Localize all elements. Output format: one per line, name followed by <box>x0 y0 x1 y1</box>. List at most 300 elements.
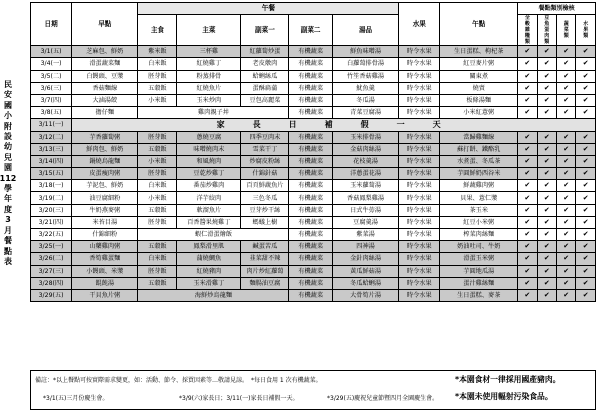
side-dish-1-cell: 三色冬瓜 <box>241 192 289 204</box>
main-dish-cell: 玉米炒肉 <box>177 94 241 106</box>
side-title-char: 112 <box>0 173 17 183</box>
soup-cell: 金菇肉絲湯 <box>332 143 398 155</box>
main-dish-cell: 和風燒肉 <box>177 155 241 167</box>
diet-header-char: 雜 <box>524 27 530 34</box>
staple-cell: 胚芽飯 <box>138 216 177 228</box>
breakfast-cell: 大滷湯餃 <box>72 94 138 106</box>
side-dish-2-cell: 有機蔬菜 <box>289 204 332 216</box>
check-mark: ✔ <box>557 155 576 167</box>
check-mark: ✔ <box>576 94 596 106</box>
side-dish-2-cell: 有機蔬菜 <box>289 131 332 143</box>
side-title-char: 表 <box>4 256 12 266</box>
footer-notice-radiation: *本園未使用輻射污染食品。 <box>455 392 553 401</box>
check-mark: ✔ <box>576 192 596 204</box>
fruit-cell: 時令水果 <box>399 204 440 216</box>
date-cell: 3/15(五) <box>31 168 72 180</box>
main-dish-cell: 軟溜魚片 <box>177 204 241 216</box>
side-dish-1-cell: 麵腸油豆腐 <box>241 277 289 289</box>
check-mark: ✔ <box>557 70 576 82</box>
fruit-cell: 時令水果 <box>399 58 440 70</box>
breakfast-cell: 香筍雞蛋麵 <box>72 253 138 265</box>
side-dish-1-cell: 蛋酥扁蒲 <box>241 82 289 94</box>
check-mark: ✔ <box>537 241 556 253</box>
check-mark: ✔ <box>537 82 556 94</box>
date-cell: 3/22(五) <box>31 229 72 241</box>
fruit-cell: 時令水果 <box>399 46 440 58</box>
main-dish-cell: 蒲燒鯛魚 <box>177 253 241 265</box>
check-mark: ✔ <box>557 46 576 58</box>
side-title-char: 國 <box>4 100 12 110</box>
breakfast-cell: 芋香蘿蔔粥 <box>72 131 138 143</box>
check-mark: ✔ <box>557 192 576 204</box>
side-dish-2-cell: 有機蔬菜 <box>289 229 332 241</box>
check-mark: ✔ <box>557 253 576 265</box>
soup-cell: 大骨筍片湯 <box>332 289 398 301</box>
menu-row <box>31 289 596 301</box>
check-mark: ✔ <box>518 180 537 192</box>
check-mark: ✔ <box>557 216 576 228</box>
side-dish-2-cell: 有機蔬菜 <box>289 253 332 265</box>
check-mark: ✔ <box>518 70 537 82</box>
menu-row <box>31 46 596 58</box>
soup-cell: 紫菜湯 <box>332 229 398 241</box>
afternoon-cell: 生日蛋糕、枸杞茶 <box>440 46 518 58</box>
diet-header-char: 蔬 <box>563 21 569 28</box>
diet-header-char: 類 <box>544 39 550 46</box>
staple-cell: 胚芽飯 <box>138 168 177 180</box>
check-mark: ✔ <box>537 168 556 180</box>
soup-cell: 魷魚羹 <box>332 82 398 94</box>
side-title-char: 月 <box>4 225 12 235</box>
diet-header-char: 果 <box>583 27 589 34</box>
side-title-char: 餐 <box>4 236 12 246</box>
fruit-cell: 時令水果 <box>399 192 440 204</box>
check-mark: ✔ <box>576 131 596 143</box>
breakfast-cell: 芝麻包、鮮奶 <box>72 46 138 58</box>
side-dish-1-cell: 豆包高麗菜 <box>241 94 289 106</box>
side-title-char: 3 <box>5 215 11 225</box>
soup-cell: 金針肉絲湯 <box>332 253 398 265</box>
check-mark: ✔ <box>518 216 537 228</box>
side-dish-2-cell: 有機蔬菜 <box>289 241 332 253</box>
staple-cell: 小米飯 <box>138 94 177 106</box>
side-title-char: 設 <box>4 132 12 142</box>
main-dish-cell: 蝦仁滑蛋燴飯 <box>138 229 289 241</box>
check-mark: ✔ <box>537 253 556 265</box>
side-title-char: 附 <box>4 121 12 131</box>
side-title-char: 園 <box>4 163 12 173</box>
menu-row <box>31 82 596 94</box>
afternoon-cell: 蘇打餅、鐵酪乳 <box>440 143 518 155</box>
menu-row <box>31 143 596 155</box>
menu-rows-after <box>31 131 596 302</box>
staple-cell: 小米飯 <box>138 155 177 167</box>
breakfast-cell: 皮蛋瘦肉粥 <box>72 168 138 180</box>
main-dish-cell: 海鮮炒烏龍麵 <box>138 289 289 301</box>
side-title-char: 安 <box>4 90 12 100</box>
menu-row <box>31 216 596 228</box>
afternoon-header: 午點 <box>440 3 518 46</box>
soup-cell: 冬瓜湯 <box>332 94 398 106</box>
check-mark: ✔ <box>576 70 596 82</box>
check-mark: ✔ <box>576 253 596 265</box>
check-mark: ✔ <box>537 46 556 58</box>
check-mark: ✔ <box>557 82 576 94</box>
soup-cell: 花枝羹湯 <box>332 155 398 167</box>
breakfast-cell: 餛飩湯 <box>72 277 138 289</box>
check-mark: ✔ <box>518 107 537 119</box>
breakfast-cell: 香菇麵線 <box>72 82 138 94</box>
side-dish-2-cell: 有機蔬菜 <box>289 289 332 301</box>
afternoon-cell: 紅豆麥片粥 <box>440 58 518 70</box>
side-dish-1-cell: 什錦針菇 <box>241 168 289 180</box>
soup-cell: 玉米排骨湯 <box>332 131 398 143</box>
date-cell: 3/1(五) <box>31 46 72 58</box>
date-cell: 3/8(五) <box>31 107 72 119</box>
soup-cell: 白蘿蔔排骨湯 <box>332 58 398 70</box>
soup-cell: 鮮魚味噌湯 <box>332 46 398 58</box>
side-dish-1-cell: 老皮燉肉 <box>241 58 289 70</box>
check-mark: ✔ <box>537 180 556 192</box>
check-mark: ✔ <box>576 143 596 155</box>
check-mark: ✔ <box>518 241 537 253</box>
main-dish-cell: 百香醬果燒雞丁 <box>177 216 241 228</box>
check-mark: ✔ <box>518 82 537 94</box>
side-dish-1-cell: 螞蟻上樹 <box>241 216 289 228</box>
side-dish-2-cell: 有機蔬菜 <box>289 58 332 70</box>
side-title-char: 度 <box>4 204 12 214</box>
footer-note-general: 備註：*以上餐點可按實際需求變更，如：活動、節令、採買因素等…敬請見諒。 *每日食用 1 次有機蔬菜。 <box>35 377 322 384</box>
afternoon-cell: 關東煮 <box>440 70 518 82</box>
check-mark: ✔ <box>518 229 537 241</box>
check-mark: ✔ <box>557 143 576 155</box>
check-mark: ✔ <box>537 204 556 216</box>
menu-row <box>31 229 596 241</box>
side-dish-2-cell: 有機蔬菜 <box>289 155 332 167</box>
check-mark: ✔ <box>537 229 556 241</box>
fruit-cell: 時令水果 <box>399 82 440 94</box>
date-cell: 3/12(二) <box>31 131 72 143</box>
staple-cell: 五穀飯 <box>138 277 177 289</box>
check-mark: ✔ <box>576 265 596 277</box>
check-mark: ✔ <box>518 155 537 167</box>
side-dish-2-cell: 有機蔬菜 <box>289 82 332 94</box>
menu-rows-before <box>31 46 596 119</box>
fruit-cell: 時令水果 <box>399 265 440 277</box>
check-mark: ✔ <box>518 131 537 143</box>
main-dish-cell: 玉米滑雞丁 <box>177 277 241 289</box>
check-mark: ✔ <box>537 216 556 228</box>
fruit-cell: 時令水果 <box>399 289 440 301</box>
check-mark: ✔ <box>537 289 556 301</box>
check-mark: ✔ <box>557 168 576 180</box>
side-dish-2-cell: 有機蔬菜 <box>289 70 332 82</box>
side-dish-1-cell: 豆芽炒干絲 <box>241 204 289 216</box>
diet-header-char: 全 <box>524 15 530 22</box>
date-cell: 3/14(四) <box>31 155 72 167</box>
check-mark: ✔ <box>518 143 537 155</box>
diet-header-char: 類 <box>583 33 589 40</box>
side-dish-1-cell: 韭菜甜不辣 <box>241 253 289 265</box>
menu-row <box>31 180 596 192</box>
check-mark: ✔ <box>537 192 556 204</box>
diet-header-char: 菜 <box>563 27 569 34</box>
side-title-char: 民 <box>4 80 12 89</box>
date-cell: 3/4(一) <box>31 58 72 70</box>
soup-cell: 竹笙香菇雞湯 <box>332 70 398 82</box>
side-dish-1-header: 副菜一 <box>241 15 289 46</box>
side-title-char: 學 <box>4 184 12 194</box>
breakfast-cell: 芋泥包、鮮奶 <box>72 180 138 192</box>
menu-row <box>31 58 596 70</box>
fruit-header: 水果 <box>399 3 440 46</box>
menu-row <box>31 168 596 180</box>
side-dish-1-cell: 四季豆肉末 <box>241 131 289 143</box>
side-dish-2-cell: 有機蔬菜 <box>289 277 332 289</box>
fruit-cell: 時令水果 <box>399 216 440 228</box>
staple-cell: 白米飯 <box>138 253 177 265</box>
menu-row <box>31 131 596 143</box>
check-mark: ✔ <box>576 180 596 192</box>
soup-cell: 玉米蘿蔔湯 <box>332 180 398 192</box>
main-dish-cell: 紅燒豬肉 <box>177 265 241 277</box>
date-cell: 3/5(二) <box>31 70 72 82</box>
soup-cell: 冬瓜蛤蜊湯 <box>332 277 398 289</box>
check-mark: ✔ <box>557 58 576 70</box>
diet-header-char: 魚 <box>544 21 550 28</box>
fruit-cell: 時令水果 <box>399 253 440 265</box>
afternoon-cell: 芋圓地瓜湯 <box>440 265 518 277</box>
holiday-text: 家 長 日 補 假 一 天 <box>72 119 596 131</box>
breakfast-cell: 滑蛋蔬菜麵 <box>72 58 138 70</box>
main-dish-cell: 三杯雞 <box>177 46 241 58</box>
fruit-cell: 時令水果 <box>399 107 440 119</box>
fruit-cell: 時令水果 <box>399 229 440 241</box>
side-dish-2-cell: 有機蔬菜 <box>289 143 332 155</box>
date-header: 日期 <box>31 3 72 46</box>
staple-cell: 白米飯 <box>138 58 177 70</box>
fruit-cell: 時令水果 <box>399 131 440 143</box>
afternoon-cell: 滑蛋玉米粥 <box>440 253 518 265</box>
check-mark: ✔ <box>518 253 537 265</box>
side-dish-2-cell: 有機蔬菜 <box>289 180 332 192</box>
diet-header-char: 豆 <box>544 15 550 22</box>
check-mark: ✔ <box>518 58 537 70</box>
fruit-cell: 時令水果 <box>399 155 440 167</box>
check-mark: ✔ <box>576 82 596 94</box>
check-mark: ✔ <box>518 289 537 301</box>
check-mark: ✔ <box>537 265 556 277</box>
staple-cell: 五穀飯 <box>138 204 177 216</box>
side-dish-2-header: 副菜二 <box>289 15 332 46</box>
check-mark: ✔ <box>518 168 537 180</box>
afternoon-cell: 榨菜肉絲麵 <box>440 229 518 241</box>
check-mark: ✔ <box>557 180 576 192</box>
protein-header <box>537 15 556 46</box>
staple-cell: 五穀飯 <box>138 82 177 94</box>
menu-row <box>31 192 596 204</box>
holiday-date: 3/11(一) <box>31 119 72 131</box>
afternoon-cell: 芋圓鮮奶西谷米 <box>440 168 518 180</box>
side-dish-1-cell: 炒腐皮粉絲 <box>241 155 289 167</box>
date-cell: 3/7(四) <box>31 94 72 106</box>
check-mark: ✔ <box>537 155 556 167</box>
main-dish-cell: 粉蒸排骨 <box>177 70 241 82</box>
date-cell: 3/28(四) <box>31 277 72 289</box>
main-dish-cell: 番茄炒雞肉 <box>177 180 241 192</box>
side-dish-1-cell: 雪菜干丁 <box>241 143 289 155</box>
footer-notes <box>30 370 596 410</box>
breakfast-cell: 山藥雞肉粥 <box>72 241 138 253</box>
staple-cell: 胚芽飯 <box>138 70 177 82</box>
breakfast-header: 早點 <box>72 3 138 46</box>
side-dish-2-cell: 有機蔬菜 <box>289 46 332 58</box>
main-dish-cell: 蔥燒豆腐 <box>177 131 241 143</box>
breakfast-cell: 白饅頭、豆漿 <box>72 70 138 82</box>
check-mark: ✔ <box>576 277 596 289</box>
footer-notice-pork: *本園食材一律採用國產豬肉。 <box>455 375 561 384</box>
check-mark: ✔ <box>576 289 596 301</box>
footer-note-birthday: *3/1(五)三月份慶生會。 <box>43 395 109 402</box>
menu-row <box>31 107 596 119</box>
side-dish-2-cell: 有機蔬菜 <box>289 192 332 204</box>
check-mark: ✔ <box>537 58 556 70</box>
date-cell: 3/21(四) <box>31 216 72 228</box>
footer-note-childrens-day: *3/29(五)慶祝兒童節暨四月全園慶生會。 <box>327 395 439 402</box>
menu-row <box>31 155 596 167</box>
side-dish-1-cell: 蛤蜊絲瓜 <box>241 70 289 82</box>
fruit-cell: 時令水果 <box>399 143 440 155</box>
check-mark: ✔ <box>557 289 576 301</box>
side-title-char: 小 <box>4 111 12 121</box>
afternoon-cell: 蛋汁雞絲麵 <box>440 277 518 289</box>
holiday-row-group <box>31 119 596 131</box>
side-dish-1-cell: 鹹蛋苦瓜 <box>241 241 289 253</box>
soup-cell: 香菇鳳梨雞湯 <box>332 192 398 204</box>
fruit-cell: 時令水果 <box>399 94 440 106</box>
grains-header <box>518 15 537 46</box>
main-dish-cell: 紅燒魚片 <box>177 82 241 94</box>
staple-header: 主食 <box>138 15 177 46</box>
afternoon-cell: 貝果、薏仁漿 <box>440 192 518 204</box>
side-dish-1-cell: 百頁鮮蔬魚片 <box>241 180 289 192</box>
check-mark: ✔ <box>518 204 537 216</box>
menu-row <box>31 204 596 216</box>
afternoon-cell: 鮮蔬雞肉粥 <box>440 180 518 192</box>
soup-cell: 四神湯 <box>332 241 398 253</box>
side-title-char: 幼 <box>4 142 12 152</box>
main-dish-cell: 鳳梨滑里肌 <box>177 241 241 253</box>
soup-cell: 日式牛蒡湯 <box>332 204 398 216</box>
check-mark: ✔ <box>557 229 576 241</box>
soup-cell: 黃瓜鮮菇湯 <box>332 265 398 277</box>
menu-row <box>31 277 596 289</box>
staple-cell: 白米飯 <box>138 180 177 192</box>
afternoon-cell: 燒賣 <box>440 82 518 94</box>
afternoon-cell: 生日蛋糕、麥茶 <box>440 289 518 301</box>
side-dish-2-cell: 有機蔬菜 <box>289 94 332 106</box>
check-mark: ✔ <box>557 277 576 289</box>
menu-row <box>31 70 596 82</box>
check-mark: ✔ <box>576 58 596 70</box>
check-mark: ✔ <box>576 241 596 253</box>
staple-cell: 五穀飯 <box>138 143 177 155</box>
breakfast-cell: 什錦細粉 <box>72 229 138 241</box>
check-mark: ✔ <box>576 204 596 216</box>
date-cell: 3/26(二) <box>31 253 72 265</box>
check-mark: ✔ <box>537 131 556 143</box>
vertical-title <box>0 80 16 340</box>
staple-cell: 五穀飯 <box>138 241 177 253</box>
soup-cell: 豆腐羹湯 <box>332 216 398 228</box>
footer-note-parents-day: *3/9(六)家長日；3/11(一)家長日補假一天。 <box>179 395 299 402</box>
afternoon-cell: 茶玉米 <box>440 204 518 216</box>
side-dish-2-cell: 有機蔬菜 <box>289 265 332 277</box>
check-mark: ✔ <box>557 265 576 277</box>
side-dish-1-cell: 紅蘿蔔炒蛋 <box>241 46 289 58</box>
vegetable-header <box>557 15 576 46</box>
side-title-char: 年 <box>4 194 12 204</box>
check-mark: ✔ <box>518 277 537 289</box>
staple-cell: 胚芽飯 <box>138 265 177 277</box>
date-cell: 3/20(三) <box>31 204 72 216</box>
check-mark: ✔ <box>576 155 596 167</box>
check-mark: ✔ <box>557 94 576 106</box>
side-dish-2-cell: 有機蔬菜 <box>289 107 332 119</box>
date-cell: 3/6(三) <box>31 82 72 94</box>
check-mark: ✔ <box>576 229 596 241</box>
afternoon-cell: 當歸雞麵線 <box>440 131 518 143</box>
diet-header-char: 類 <box>524 39 530 46</box>
side-title-char: 點 <box>4 246 12 256</box>
date-cell: 3/29(五) <box>31 289 72 301</box>
check-mark: ✔ <box>518 46 537 58</box>
staple-cell: 胚芽飯 <box>138 131 177 143</box>
fruit-cell: 時令水果 <box>399 241 440 253</box>
menu-row <box>31 265 596 277</box>
soup-cell: 洋蔥蛋花湯 <box>332 168 398 180</box>
afternoon-cell: 水煮蛋、冬瓜茶 <box>440 155 518 167</box>
breakfast-cell: 油豆腐細粉 <box>72 192 138 204</box>
holiday-row <box>31 119 596 131</box>
side-dish-1-cell: 肉片炒紅蘿蔔 <box>241 265 289 277</box>
staple-cell: 紫米飯 <box>138 46 177 58</box>
menu-row <box>31 94 596 106</box>
check-mark: ✔ <box>518 265 537 277</box>
main-dish-cell: 味噌燒肉末 <box>177 143 241 155</box>
menu-row <box>31 241 596 253</box>
diet-header-char: 水 <box>583 21 589 28</box>
breakfast-cell: 米苔目湯 <box>72 216 138 228</box>
diet-header-char: 蛋 <box>544 27 550 34</box>
fruit-cell: 時令水果 <box>399 277 440 289</box>
soup-header: 湯品 <box>332 15 398 46</box>
breakfast-cell: 鮮肉包、鮮奶 <box>72 143 138 155</box>
date-cell: 3/27(三) <box>31 265 72 277</box>
afternoon-cell: 板條湯麵 <box>440 94 518 106</box>
diet-header-char: 類 <box>563 33 569 40</box>
date-cell: 3/25(一) <box>31 241 72 253</box>
breakfast-cell: 小饅頭、米漿 <box>72 265 138 277</box>
menu-row <box>31 253 596 265</box>
breakfast-cell: 擔仔麵 <box>72 107 138 119</box>
diet-header-char: 肉 <box>544 33 550 40</box>
main-dish-cell: 豆乾炒雞丁 <box>177 168 241 180</box>
date-cell: 3/13(三) <box>31 143 72 155</box>
fruit-cell: 時令水果 <box>399 168 440 180</box>
side-dish-2-cell: 有機蔬菜 <box>289 216 332 228</box>
check-mark: ✔ <box>557 131 576 143</box>
